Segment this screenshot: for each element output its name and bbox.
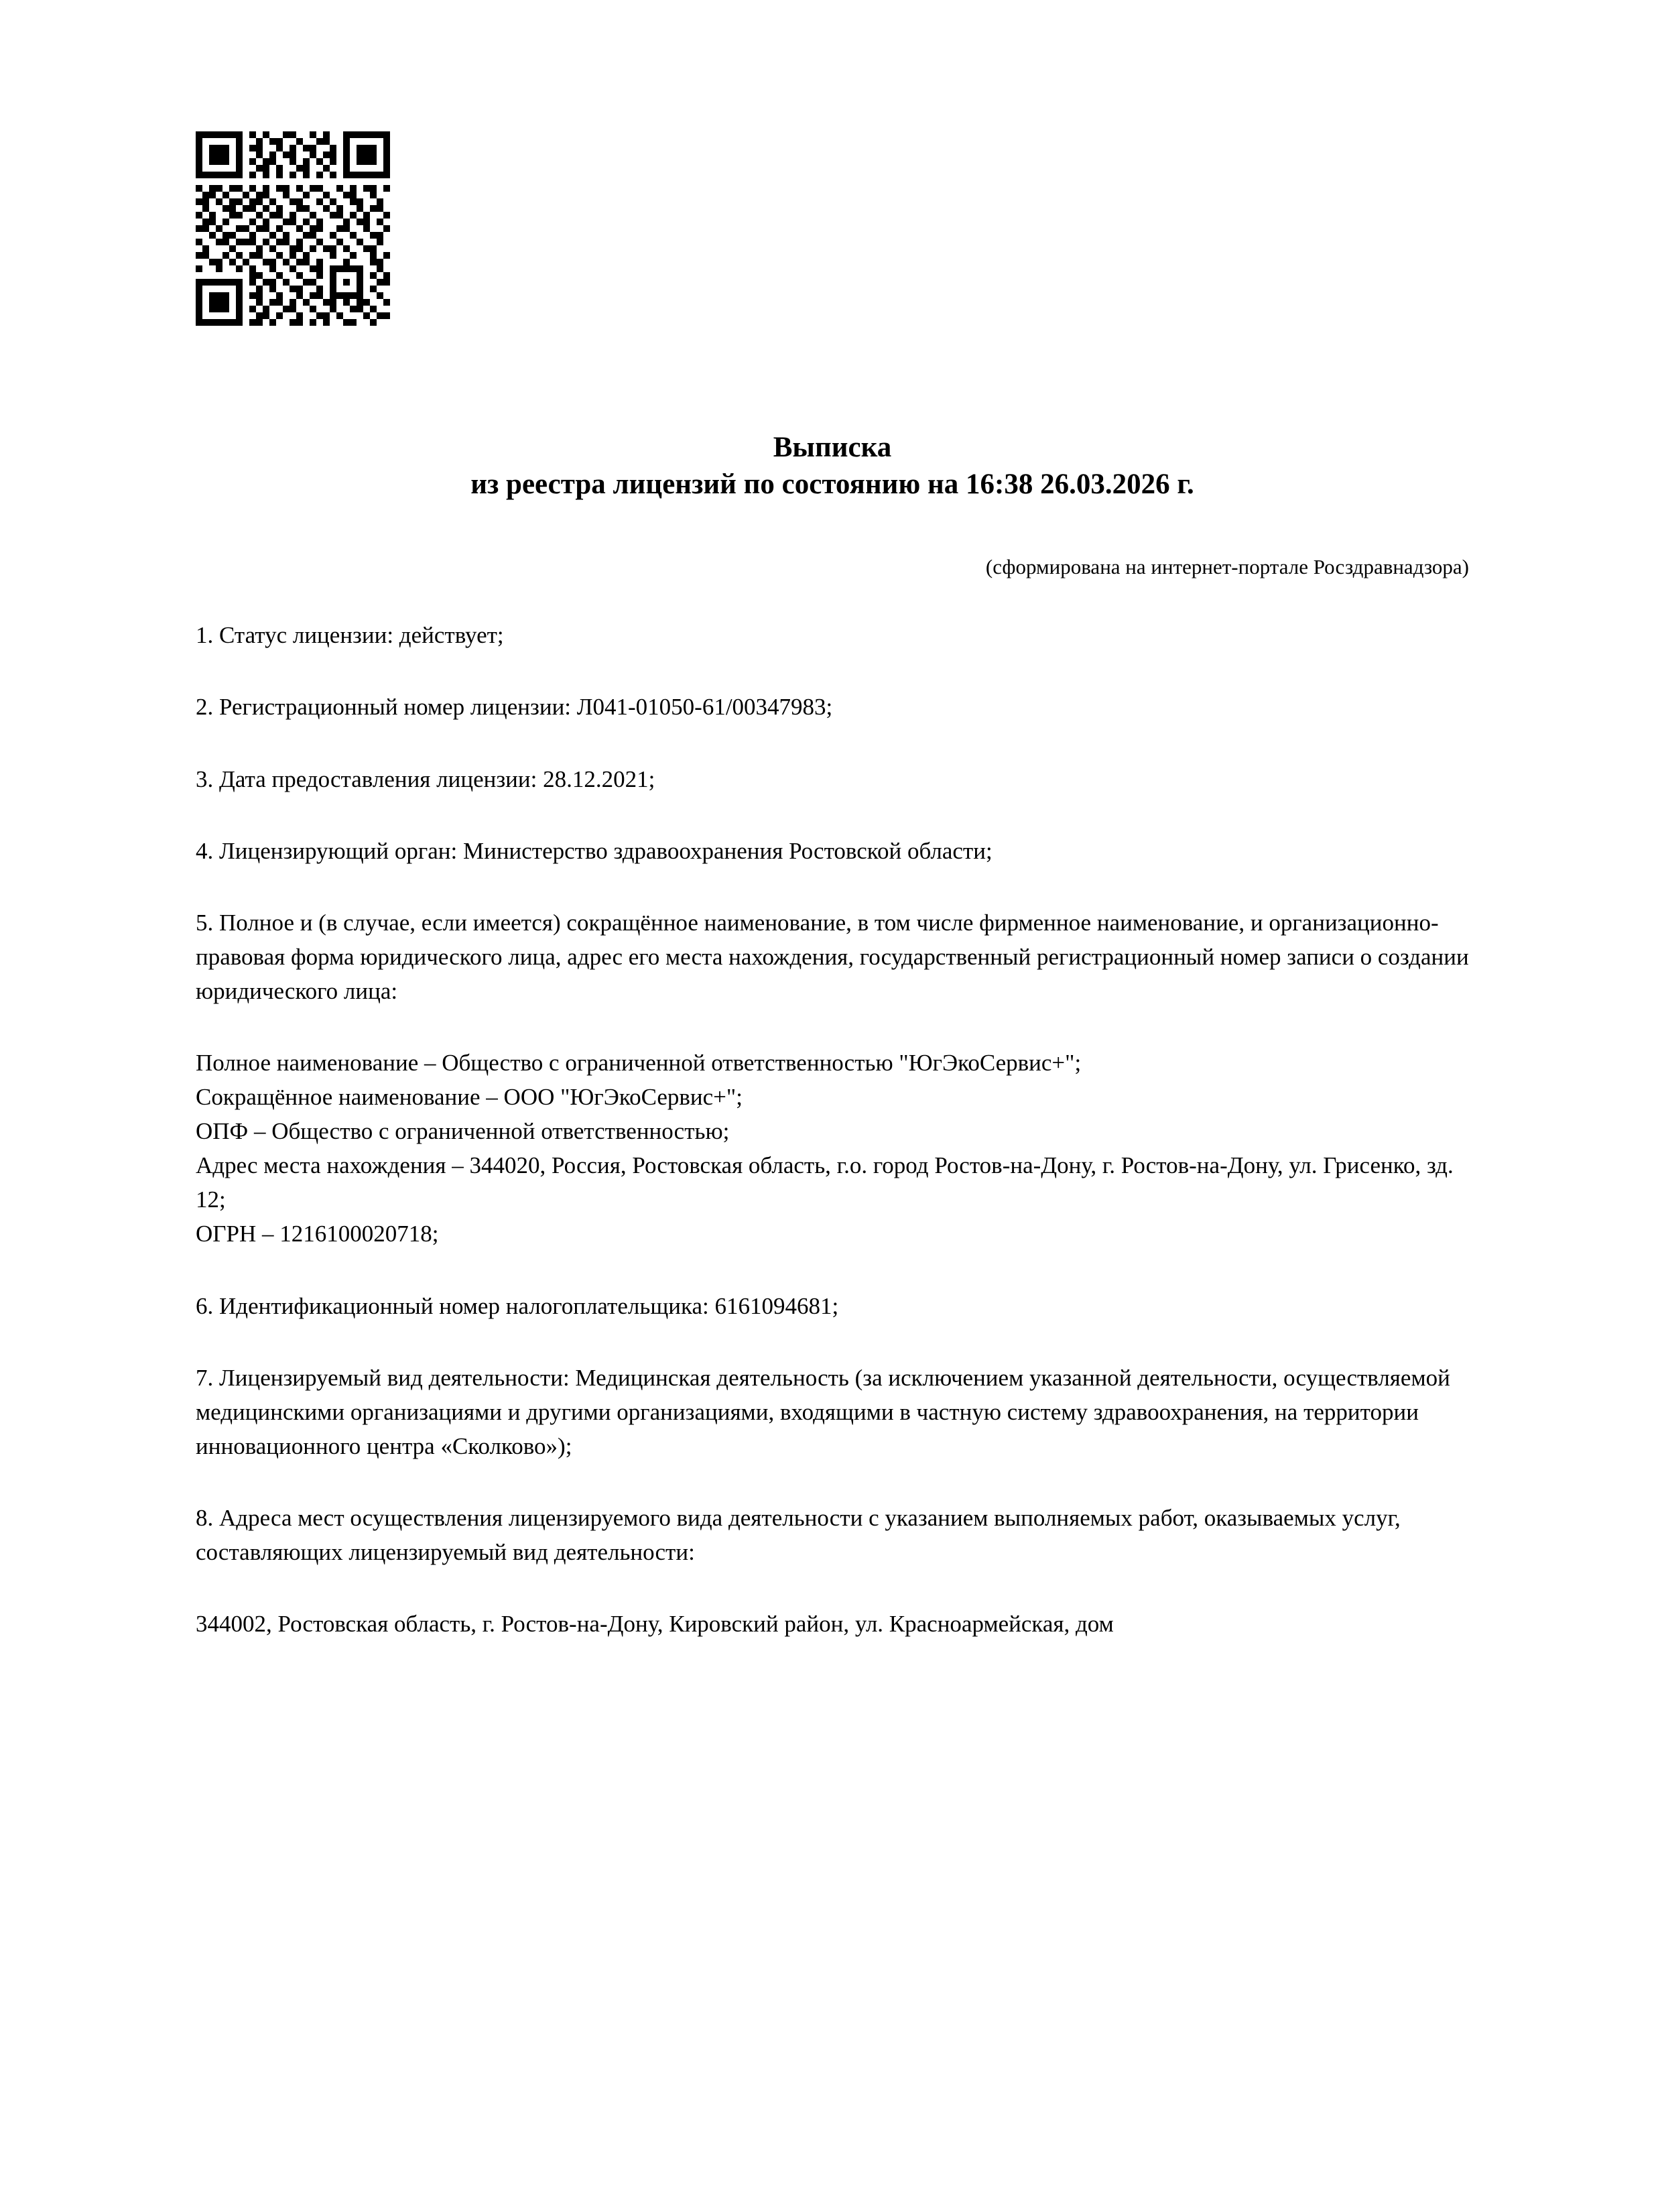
entity-short-name: Сокращённое наименование – ООО "ЮгЭкоСервис+"; bbox=[196, 1084, 743, 1111]
item-issue-date: 3. Дата предоставления лицензии: 28.12.2021; bbox=[196, 765, 655, 792]
item-inn: 6. Идентификационный номер налогоплательщика: 6161094681; bbox=[196, 1292, 839, 1319]
item-licensing-authority: 4. Лицензирующий орган: Министерство здравоохранения Ростовской области; bbox=[196, 837, 993, 864]
title-line-1: Выписка bbox=[773, 432, 892, 463]
entity-details bbox=[196, 1046, 1469, 1251]
page-title bbox=[196, 429, 1469, 503]
item-activity-addresses-heading: 8. Адреса мест осуществления лицензируемого вида деятельности с указанием выполняемых работ, оказываемых услуг, составляющих лицензируемый вид деятельности: bbox=[196, 1504, 1401, 1566]
document-body bbox=[196, 429, 1469, 1664]
item-status: 1. Статус лицензии: действует; bbox=[196, 622, 504, 649]
item-licensed-activity: 7. Лицензируемый вид деятельности: Медицинская деятельность (за исключением указанной деятельности, осуществляемой медицинскими организациями и другими организациями, входящими в частную систему здравоохранения, на территории инновационного центра «Сколково»); bbox=[196, 1364, 1450, 1459]
entity-address: Адрес места нахождения – 344020, Россия, Ростовская область, г.о. город Ростов-на-Дону, г. Ростов-на-Дону, ул. Грисенко, зд. 12; bbox=[196, 1152, 1454, 1213]
title-line-2: из реестра лицензий по состоянию на 16:38 26.03.2026 г. bbox=[470, 469, 1194, 501]
item-entity-names-heading: 5. Полное и (в случае, если имеется) сокращённое наименование, в том числе фирменное наименование, и организационно-правовая форма юридического лица, адрес его места нахождения, государственный регистрационный номер записи о создании юридического лица: bbox=[196, 909, 1469, 1004]
entity-ogrn: ОГРН – 1216100020718; bbox=[196, 1221, 439, 1247]
item-registration-number: 2. Регистрационный номер лицензии: Л041-01050-61/00347983; bbox=[196, 694, 833, 721]
qr-code-icon bbox=[196, 131, 390, 326]
entity-legal-form: ОПФ – Общество с ограниченной ответственностью; bbox=[196, 1118, 730, 1145]
entity-full-name: Полное наименование – Общество с ограниченной ответственностью "ЮгЭкоСервис+"; bbox=[196, 1050, 1082, 1077]
subtitle: (сформирована на интернет-портале Росздравнадзора) bbox=[985, 555, 1469, 579]
activity-address-line: 344002, Ростовская область, г. Ростов-на-Дону, Кировский район, ул. Красноармейская, дом bbox=[196, 1611, 1114, 1638]
